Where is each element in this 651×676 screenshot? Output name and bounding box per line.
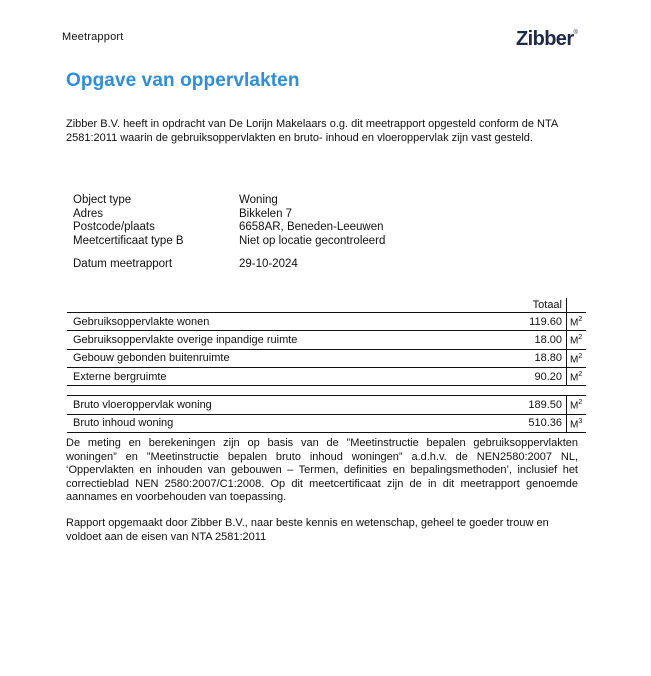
row-value: 18.00 <box>496 331 567 349</box>
report-type-label: Meetrapport <box>62 31 124 43</box>
table-row-bruto <box>67 396 586 414</box>
row-unit: $M^2$ <box>567 349 587 367</box>
intro-paragraph: Zibber B.V. heeft in opdracht van De Lorijn Makelaars o.g. dit meetrapport opgesteld conform de NTA 2581:2011 waarin de gebruiksoppervlakten en bruto- inhoud en vloeroppervlak zijn vast gesteld. <box>66 118 558 144</box>
row-label: Gebruiksoppervlakte wonen <box>67 313 496 331</box>
field-label: Datum meetrapport <box>73 258 173 270</box>
field-value: Niet op locatie gecontroleerd <box>239 234 386 247</box>
methodology-paragraph: De meting en berekeningen zijn op basis van de ”Meetinstructie bepalen gebruiksoppervlakten woningen” en ”Meetinstructie bepalen bruto inhoud woningen” a.d.h.v. de NEN2580:2007 NL, ‘Oppervlakten en inhouden van gebouwen – Termen, definities en bepalingsmethoden’, inclusief het correctieblad NEN 2580:2007/C1:2008. Op dit meetcertificaat zijn de in dit meetrapport genoemde aannames en voorbehouden van toepassing. <box>66 437 578 503</box>
logo-text: Zibber <box>516 28 574 50</box>
row-label: Bruto vloeroppervlak woning <box>67 396 496 414</box>
table-row-bruto <box>67 414 586 432</box>
table-row <box>67 367 586 385</box>
row-value: 189.50 <box>496 396 567 414</box>
field-label: Object type <box>73 194 132 206</box>
row-label: Bruto inhoud woning <box>67 414 496 432</box>
closing-paragraph: Rapport opgemaakt door Zibber B.V., naar beste kennis en wetenschap, geheel te goeder trouw en voldoet aan de eisen van NTA 2581:2011 <box>66 517 549 543</box>
field-value: 6658AR, Beneden-Leeuwen <box>239 221 384 233</box>
field-label: Meetcertificaat type B <box>73 234 184 247</box>
row-unit: $M^2$ <box>567 313 587 331</box>
row-unit: $M^3$ <box>567 414 587 432</box>
row-value: 119.60 <box>496 313 567 331</box>
row-unit: $M^2$ <box>567 396 587 414</box>
row-value: 18.80 <box>496 349 567 367</box>
area-table <box>67 298 586 433</box>
row-label: Gebouw gebonden buitenruimte <box>67 349 496 367</box>
field-value: Bikkelen 7 <box>239 207 293 220</box>
registered-mark: ® <box>573 30 578 36</box>
field-label: Postcode/plaats <box>73 221 155 233</box>
row-label: Gebruiksoppervlakte overige inpandige ruimte <box>67 331 496 349</box>
table-header-row <box>67 298 586 313</box>
table-row <box>67 331 586 349</box>
row-unit: $M^2$ <box>567 331 587 349</box>
page-title: Opgave van oppervlakten <box>66 70 300 91</box>
row-label: Externe bergruimte <box>67 367 496 385</box>
zibber-logo <box>516 28 577 51</box>
table-row <box>67 313 586 331</box>
field-value: 29-10-2024 <box>239 258 298 270</box>
field-label: Adres <box>73 207 104 220</box>
field-value: Woning <box>239 194 278 206</box>
row-value: 90.20 <box>496 367 567 385</box>
total-header: Totaal <box>496 298 567 313</box>
row-unit: $M^2$ <box>567 367 587 385</box>
row-value: 510.36 <box>496 414 567 432</box>
table-row <box>67 349 586 367</box>
